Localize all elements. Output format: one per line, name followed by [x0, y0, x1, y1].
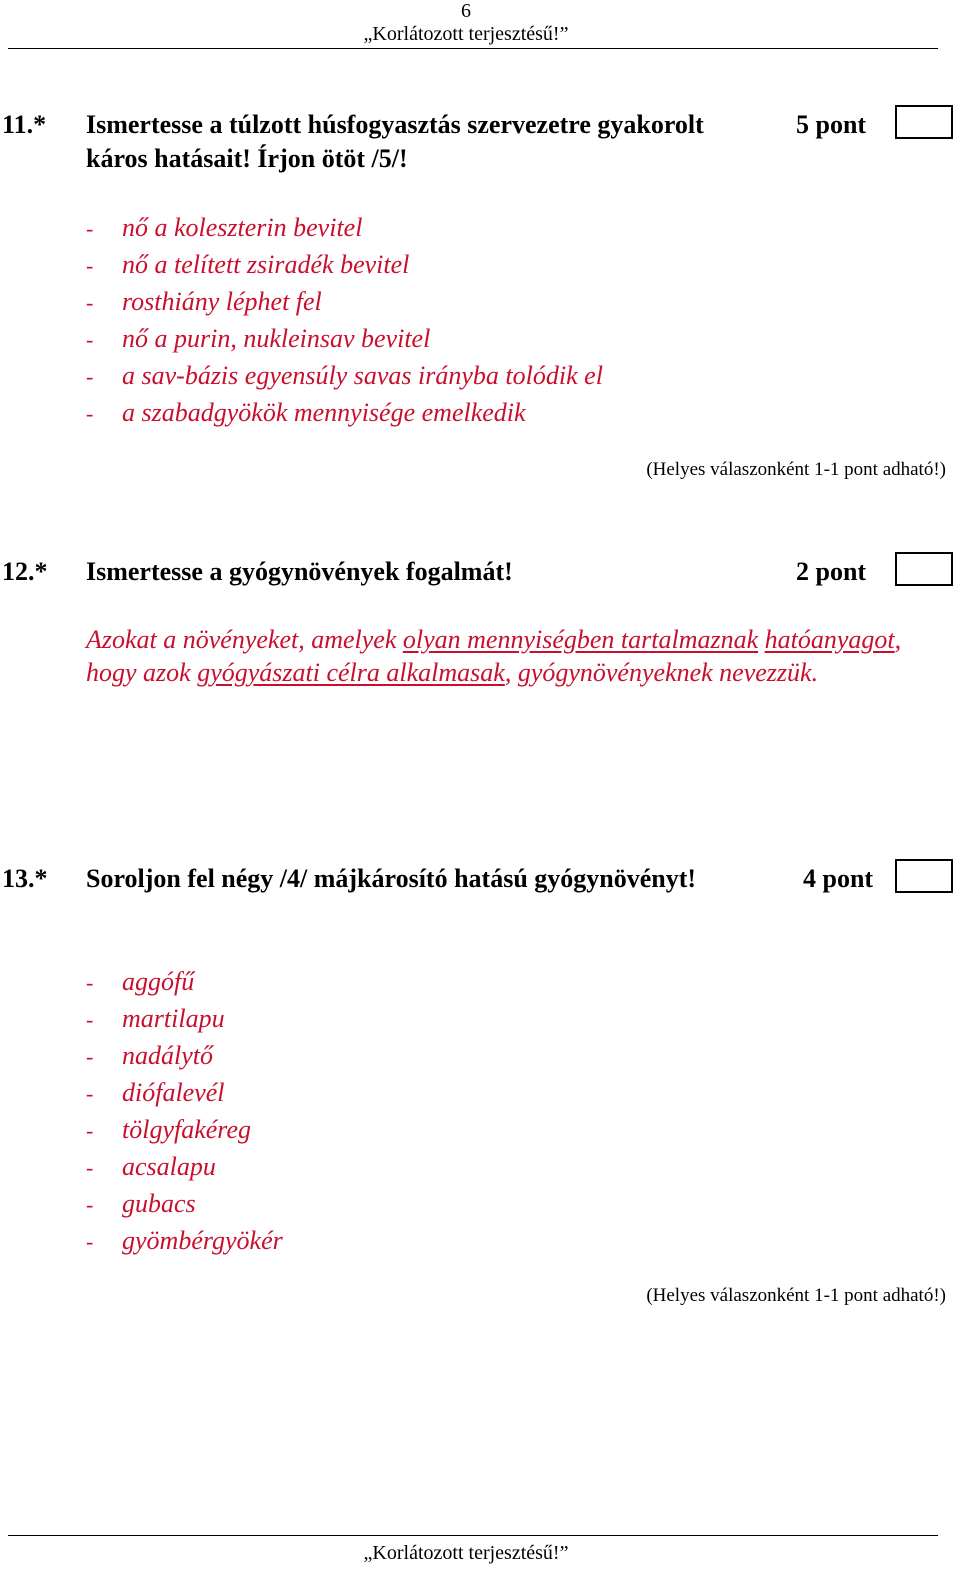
- list-marker: -: [86, 1229, 94, 1254]
- list-item: [86, 321, 603, 358]
- question-13-answer-list: [86, 964, 283, 1260]
- list-marker: -: [86, 401, 94, 426]
- list-marker: -: [86, 1007, 94, 1032]
- list-marker: -: [86, 290, 94, 315]
- list-marker: -: [86, 1192, 94, 1217]
- answer-text: aggófű: [122, 967, 195, 996]
- list-marker: -: [86, 1118, 94, 1143]
- list-item: [86, 1186, 283, 1223]
- answer-underlined-text: gyógyászati célra alkalmasak: [197, 658, 505, 687]
- footer-rule: [8, 1535, 938, 1536]
- list-marker: -: [86, 327, 94, 352]
- question-13-score-box[interactable]: [895, 859, 953, 893]
- question-13-points: 4 pont: [803, 864, 874, 893]
- question-11-text-line2: káros hatásait! Írjon ötöt /5/!: [86, 144, 408, 173]
- question-12-points: 2 pont: [796, 557, 867, 586]
- answer-text: nadálytő: [122, 1041, 213, 1070]
- answer-text: acsalapu: [122, 1152, 216, 1181]
- question-11-scoring-note: (Helyes válaszonként 1-1 pont adható!): [646, 459, 946, 480]
- list-marker: -: [86, 1155, 94, 1180]
- question-11-points: 5 pont: [796, 110, 867, 139]
- list-marker: -: [86, 1081, 94, 1106]
- list-item: [86, 1112, 283, 1149]
- list-marker: -: [86, 253, 94, 278]
- list-item: [86, 358, 603, 395]
- answer-text: martilapu: [122, 1004, 225, 1033]
- list-item: [86, 210, 603, 247]
- list-item: [86, 284, 603, 321]
- list-item: [86, 964, 283, 1001]
- header-rule: [8, 48, 938, 49]
- answer-text: a szabadgyökök mennyisége emelkedik: [122, 398, 526, 427]
- question-13-scoring-note: (Helyes válaszonként 1-1 pont adható!): [646, 1285, 946, 1306]
- answer-text: gubacs: [122, 1189, 196, 1218]
- answer-text: nő a purin, nukleinsav bevitel: [122, 324, 431, 353]
- header-restriction: „Korlátozott terjesztésű!”: [363, 23, 569, 45]
- answer-text: , hogy azok: [86, 625, 902, 687]
- answer-text: , gyógynövényeknek nevezzük.: [504, 658, 819, 687]
- answer-text: a sav-bázis egyensúly savas irányba tolódik el: [122, 361, 603, 390]
- answer-text: tölgyfakéreg: [122, 1115, 251, 1144]
- question-11-score-box[interactable]: [895, 105, 953, 139]
- question-12-number: 12.*: [2, 557, 48, 586]
- question-11-number: 11.*: [2, 110, 47, 139]
- question-11-text-line1: Ismertesse a túlzott húsfogyasztás szervezetre gyakorolt: [86, 110, 704, 139]
- answer-text: Azokat a növényeket, amelyek: [86, 625, 403, 654]
- list-marker: -: [86, 970, 94, 995]
- answer-underlined-text: hatóanyagot: [764, 625, 895, 654]
- question-12-score-box[interactable]: [895, 552, 953, 586]
- list-item: [86, 395, 603, 432]
- question-13-text: Soroljon fel négy /4/ májkárosító hatású gyógynövényt!: [86, 864, 697, 893]
- list-item: [86, 1223, 283, 1260]
- list-marker: -: [86, 1044, 94, 1069]
- question-11-answer-list: [86, 210, 603, 432]
- list-marker: -: [86, 364, 94, 389]
- question-13-number: 13.*: [2, 864, 48, 893]
- list-item: [86, 1038, 283, 1075]
- answer-underlined-text: olyan mennyiségben tartalmaznak: [402, 625, 759, 654]
- list-marker: -: [86, 216, 94, 241]
- answer-text: nő a telített zsiradék bevitel: [122, 250, 410, 279]
- list-item: [86, 1001, 283, 1038]
- page-number: 6: [461, 0, 471, 22]
- list-item: [86, 247, 603, 284]
- footer-restriction: „Korlátozott terjesztésű!”: [363, 1542, 569, 1564]
- question-12-answer-paragraph: [86, 623, 946, 689]
- list-item: [86, 1149, 283, 1186]
- answer-text: rosthiány léphet fel: [122, 287, 322, 316]
- answer-text: diófalevél: [122, 1078, 225, 1107]
- question-12-text: Ismertesse a gyógynövények fogalmát!: [86, 557, 513, 586]
- answer-text: nő a koleszterin bevitel: [122, 213, 363, 242]
- answer-text: gyömbérgyökér: [122, 1226, 283, 1255]
- list-item: [86, 1075, 283, 1112]
